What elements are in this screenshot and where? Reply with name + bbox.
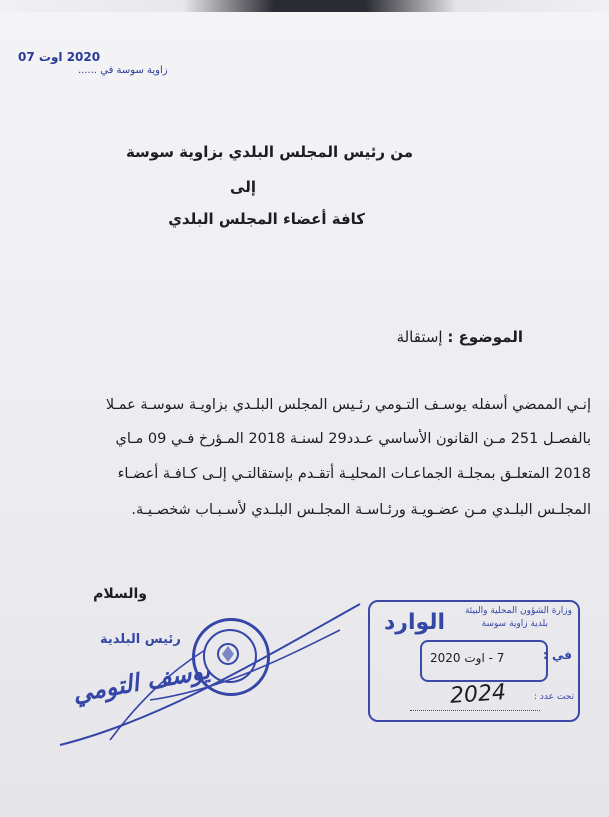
body-line-3: 2018 المتعلـق بمجلـة الجماعـات المحليـة أتقـدم بإستقالتـي إلـى كـافـة أعضـاء <box>117 466 591 482</box>
stamp-number: 2024 <box>449 680 507 709</box>
subject-label: الموضوع : <box>447 328 523 346</box>
date-stamp-place: زاوية سوسة في ...... <box>78 65 168 76</box>
recipient-line: كافة أعضاء المجلس البلدي <box>168 210 365 228</box>
seal-emblem-icon <box>192 618 264 690</box>
stamp-ministry: وزارة الشؤون المحلية والبيئة <box>464 606 572 616</box>
sender-line: من رئيس المجلس البلدي بزاوية سوسة <box>125 143 413 161</box>
stamp-number-label: تحت عدد : <box>533 692 574 702</box>
body-line-2: بالفصـل 251 مـن القانون الأساسي عـدد29 لسنـة 2018 المـؤرخ فـي 09 مـاي <box>115 431 591 447</box>
stamp-heading: الوارد <box>384 610 446 635</box>
body-line-1: إنـي الممضي أسفله يوسـف التـومي رئـيس المجلس البلـدي بزاويـة سوسـة عمـلا <box>105 397 591 413</box>
to-word: إلى <box>230 178 256 196</box>
stamp-date: 7 - اوت 2020 <box>430 651 505 665</box>
subject-value: إستقالة <box>396 328 443 346</box>
signature-name: يوسف التومي <box>70 656 213 708</box>
stamp-municipality: بلدية زاوية سوسة <box>481 619 548 629</box>
municipality-round-seal <box>192 618 270 696</box>
signature-title: رئيس البلدية <box>100 632 181 647</box>
date-stamp-date: 2020 اوت 07 <box>18 50 101 64</box>
body-line-4: المجلـس البلـدي مـن عضـويـة ورئـاسـة المجلـس البلـدي لأسـبـاب شخصـيـة. <box>131 502 591 518</box>
received-stamp <box>368 600 580 722</box>
closing: والسلام <box>93 586 147 602</box>
stamp-date-box <box>420 640 548 682</box>
stamp-number-underline <box>410 710 540 711</box>
stamp-in-label: في : <box>543 648 572 662</box>
